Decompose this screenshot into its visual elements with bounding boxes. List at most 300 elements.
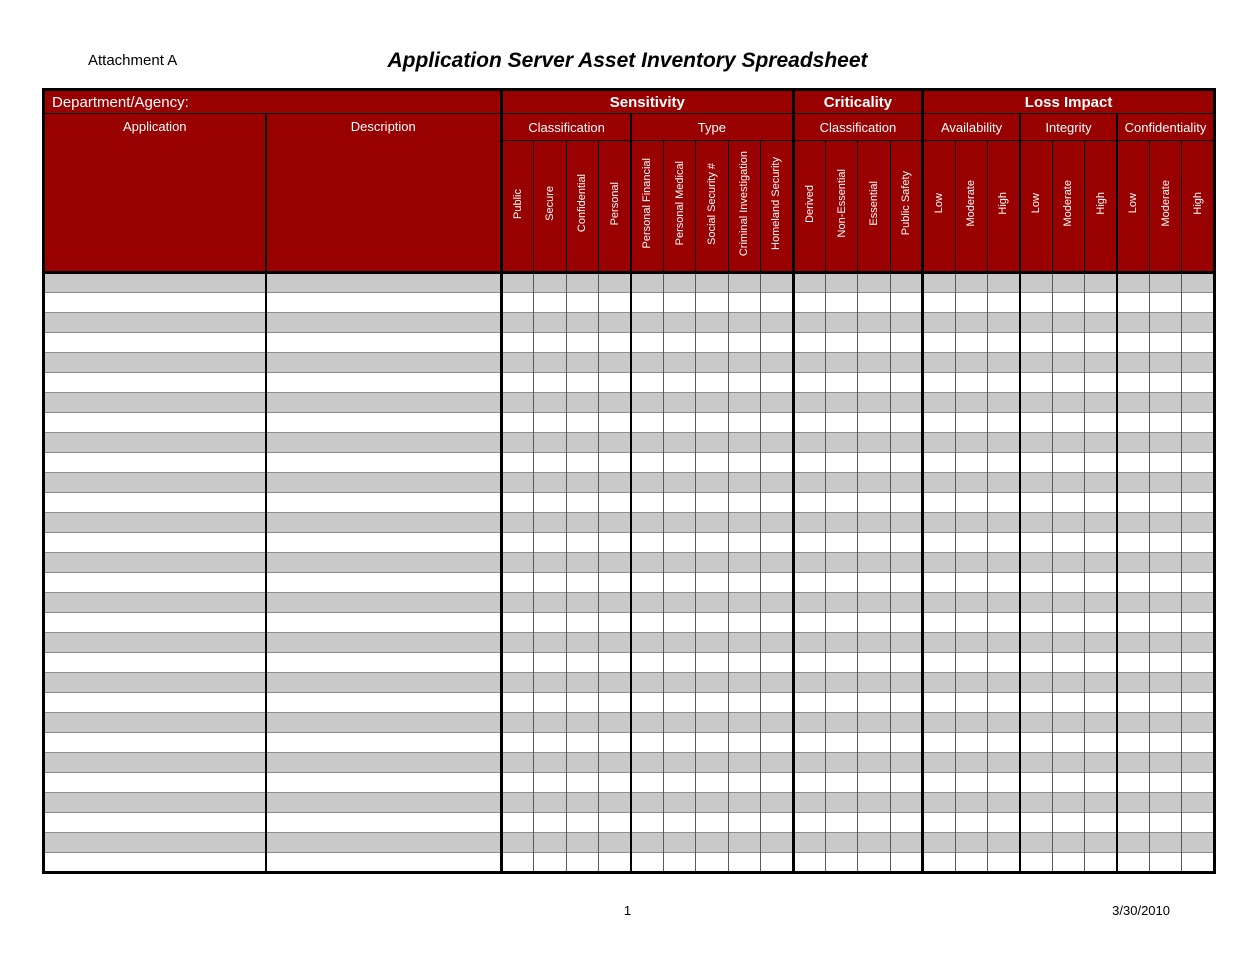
grid-cell-low — [923, 813, 955, 833]
grid-cell-high — [988, 553, 1020, 573]
grid-cell-low — [923, 493, 955, 513]
grid-cell-low — [1020, 433, 1052, 453]
grid-cell-public-safety — [890, 653, 922, 673]
grid-cell-personal — [599, 273, 631, 293]
description-cell — [266, 493, 502, 513]
grid-cell-high — [1182, 673, 1215, 693]
grid-cell-moderate — [1052, 673, 1084, 693]
rotated-column-label: Essential — [868, 181, 881, 226]
grid-cell-moderate — [1052, 853, 1084, 873]
grid-cell-homeland-security — [761, 713, 794, 733]
grid-cell-high — [1182, 413, 1215, 433]
grid-cell-public — [502, 773, 534, 793]
rotated-column-label: Criminal Investigation — [738, 150, 751, 257]
column-header-application: Application — [44, 114, 266, 273]
grid-cell-personal-medical — [663, 473, 695, 493]
rotated-header-cell-public-safety — [890, 141, 922, 273]
grid-cell-moderate — [1052, 453, 1084, 473]
grid-cell-personal-medical — [663, 313, 695, 333]
grid-cell-secure — [534, 473, 566, 493]
grid-cell-derived — [793, 693, 825, 713]
grid-cell-confidential — [566, 273, 598, 293]
grid-cell-high — [988, 493, 1020, 513]
grid-cell-social-security — [696, 733, 728, 753]
grid-cell-personal — [599, 533, 631, 553]
grid-cell-high — [1085, 853, 1117, 873]
grid-cell-high — [1182, 273, 1215, 293]
grid-cell-essential — [858, 533, 890, 553]
grid-cell-moderate — [1149, 613, 1181, 633]
grid-cell-derived — [793, 633, 825, 653]
grid-cell-moderate — [1052, 273, 1084, 293]
grid-cell-non-essential — [826, 833, 858, 853]
grid-cell-public — [502, 733, 534, 753]
grid-cell-personal-medical — [663, 833, 695, 853]
grid-cell-confidential — [566, 433, 598, 453]
grid-cell-secure — [534, 413, 566, 433]
rotated-column-label: Personal Financial — [641, 158, 654, 249]
grid-cell-criminal-investigation — [728, 753, 760, 773]
grid-cell-moderate — [955, 353, 987, 373]
rotated-header-cell-high — [1085, 141, 1117, 273]
grid-cell-high — [1085, 313, 1117, 333]
grid-cell-high — [988, 793, 1020, 813]
grid-cell-moderate — [955, 313, 987, 333]
grid-cell-non-essential — [826, 413, 858, 433]
grid-cell-high — [988, 733, 1020, 753]
grid-cell-low — [1117, 353, 1149, 373]
grid-cell-high — [1182, 493, 1215, 513]
grid-cell-moderate — [1149, 333, 1181, 353]
grid-cell-low — [923, 733, 955, 753]
grid-cell-public-safety — [890, 613, 922, 633]
grid-cell-homeland-security — [761, 573, 794, 593]
grid-cell-personal — [599, 713, 631, 733]
grid-cell-personal — [599, 493, 631, 513]
grid-cell-confidential — [566, 593, 598, 613]
grid-cell-high — [1085, 533, 1117, 553]
grid-cell-personal-medical — [663, 853, 695, 873]
rotated-header-cell-high — [1182, 141, 1215, 273]
subgroup-header-loss-impact-availability: Availability — [923, 114, 1020, 141]
grid-cell-essential — [858, 853, 890, 873]
grid-cell-high — [1182, 853, 1215, 873]
table-row — [44, 573, 1215, 593]
grid-cell-non-essential — [826, 533, 858, 553]
grid-cell-personal-financial — [631, 413, 663, 433]
grid-cell-personal-financial — [631, 713, 663, 733]
application-cell — [44, 293, 266, 313]
grid-cell-high — [1182, 793, 1215, 813]
grid-cell-low — [923, 393, 955, 413]
table-row — [44, 653, 1215, 673]
grid-cell-moderate — [1149, 273, 1181, 293]
grid-cell-low — [1020, 833, 1052, 853]
grid-cell-derived — [793, 413, 825, 433]
grid-cell-essential — [858, 673, 890, 693]
grid-cell-low — [1117, 813, 1149, 833]
grid-cell-low — [1020, 773, 1052, 793]
grid-cell-high — [1085, 273, 1117, 293]
grid-cell-personal-medical — [663, 493, 695, 513]
grid-cell-secure — [534, 693, 566, 713]
grid-cell-secure — [534, 513, 566, 533]
grid-cell-derived — [793, 453, 825, 473]
grid-cell-criminal-investigation — [728, 353, 760, 373]
application-cell — [44, 313, 266, 333]
grid-cell-essential — [858, 313, 890, 333]
grid-cell-personal-medical — [663, 593, 695, 613]
application-cell — [44, 413, 266, 433]
rotated-header-cell-moderate — [1052, 141, 1084, 273]
grid-cell-public-safety — [890, 433, 922, 453]
rotated-header-cell-moderate — [955, 141, 987, 273]
rotated-column-label: Low — [933, 193, 946, 214]
grid-cell-high — [1085, 473, 1117, 493]
grid-cell-high — [988, 613, 1020, 633]
grid-cell-high — [1085, 753, 1117, 773]
grid-cell-confidential — [566, 393, 598, 413]
grid-cell-high — [1182, 293, 1215, 313]
grid-cell-personal-medical — [663, 553, 695, 573]
rotated-column-label: Confidential — [576, 174, 589, 233]
grid-cell-moderate — [955, 833, 987, 853]
grid-cell-public — [502, 353, 534, 373]
grid-cell-low — [923, 693, 955, 713]
grid-cell-moderate — [1149, 493, 1181, 513]
rotated-header-cell-confidential — [566, 141, 598, 273]
description-cell — [266, 793, 502, 813]
grid-cell-public-safety — [890, 573, 922, 593]
grid-cell-criminal-investigation — [728, 573, 760, 593]
description-cell — [266, 673, 502, 693]
grid-cell-secure — [534, 313, 566, 333]
grid-cell-social-security — [696, 753, 728, 773]
grid-cell-social-security — [696, 533, 728, 553]
grid-cell-public — [502, 753, 534, 773]
grid-cell-criminal-investigation — [728, 533, 760, 553]
grid-cell-non-essential — [826, 753, 858, 773]
grid-cell-personal — [599, 373, 631, 393]
grid-cell-moderate — [1052, 353, 1084, 373]
grid-cell-high — [988, 513, 1020, 533]
grid-cell-low — [1020, 353, 1052, 373]
description-cell — [266, 393, 502, 413]
grid-cell-low — [1020, 633, 1052, 653]
grid-cell-non-essential — [826, 773, 858, 793]
grid-cell-homeland-security — [761, 513, 794, 533]
grid-cell-social-security — [696, 473, 728, 493]
grid-cell-moderate — [1149, 673, 1181, 693]
grid-cell-low — [1020, 473, 1052, 493]
grid-cell-moderate — [1052, 433, 1084, 453]
grid-cell-moderate — [955, 753, 987, 773]
grid-cell-personal — [599, 613, 631, 633]
grid-cell-essential — [858, 433, 890, 453]
grid-cell-criminal-investigation — [728, 613, 760, 633]
grid-cell-personal-financial — [631, 733, 663, 753]
rotated-column-label: High — [997, 192, 1010, 215]
grid-cell-non-essential — [826, 713, 858, 733]
grid-cell-personal — [599, 453, 631, 473]
grid-cell-moderate — [955, 273, 987, 293]
grid-cell-public — [502, 413, 534, 433]
description-cell — [266, 433, 502, 453]
grid-cell-personal-medical — [663, 353, 695, 373]
application-cell — [44, 853, 266, 873]
grid-cell-confidential — [566, 653, 598, 673]
table-row — [44, 413, 1215, 433]
grid-cell-personal-financial — [631, 853, 663, 873]
grid-cell-essential — [858, 353, 890, 373]
grid-cell-non-essential — [826, 853, 858, 873]
grid-cell-homeland-security — [761, 313, 794, 333]
grid-cell-public-safety — [890, 293, 922, 313]
grid-cell-low — [923, 453, 955, 473]
rotated-column-label: High — [1191, 192, 1204, 215]
grid-cell-derived — [793, 733, 825, 753]
grid-cell-public-safety — [890, 593, 922, 613]
grid-cell-derived — [793, 593, 825, 613]
grid-cell-personal-medical — [663, 433, 695, 453]
grid-cell-essential — [858, 713, 890, 733]
application-cell — [44, 573, 266, 593]
grid-cell-derived — [793, 833, 825, 853]
grid-cell-confidential — [566, 673, 598, 693]
table-row — [44, 513, 1215, 533]
grid-cell-essential — [858, 733, 890, 753]
table-row — [44, 493, 1215, 513]
grid-cell-social-security — [696, 573, 728, 593]
grid-cell-criminal-investigation — [728, 553, 760, 573]
grid-cell-homeland-security — [761, 673, 794, 693]
grid-cell-low — [1020, 553, 1052, 573]
grid-cell-personal — [599, 293, 631, 313]
grid-cell-non-essential — [826, 813, 858, 833]
grid-cell-criminal-investigation — [728, 773, 760, 793]
grid-cell-public-safety — [890, 713, 922, 733]
grid-cell-moderate — [1149, 793, 1181, 813]
grid-cell-secure — [534, 733, 566, 753]
grid-cell-derived — [793, 293, 825, 313]
table-row — [44, 633, 1215, 653]
grid-cell-moderate — [1052, 593, 1084, 613]
rotated-column-label: Personal — [608, 181, 621, 226]
grid-cell-essential — [858, 693, 890, 713]
grid-cell-high — [1182, 313, 1215, 333]
table-row — [44, 693, 1215, 713]
description-cell — [266, 613, 502, 633]
grid-cell-moderate — [1149, 733, 1181, 753]
grid-cell-confidential — [566, 733, 598, 753]
grid-cell-high — [1182, 333, 1215, 353]
grid-cell-non-essential — [826, 473, 858, 493]
description-cell — [266, 813, 502, 833]
grid-cell-criminal-investigation — [728, 493, 760, 513]
grid-cell-personal-financial — [631, 373, 663, 393]
grid-cell-high — [1085, 293, 1117, 313]
rotated-header-cell-personal — [599, 141, 631, 273]
grid-cell-derived — [793, 713, 825, 733]
description-cell — [266, 573, 502, 593]
application-cell — [44, 593, 266, 613]
subgroup-header-loss-impact-confidentiality: Confidentiality — [1117, 114, 1214, 141]
grid-cell-non-essential — [826, 493, 858, 513]
grid-cell-confidential — [566, 833, 598, 853]
grid-cell-essential — [858, 813, 890, 833]
rotated-column-label: Moderate — [1062, 180, 1075, 227]
page-title: Application Server Asset Inventory Spreadsheet — [387, 49, 868, 72]
grid-cell-homeland-security — [761, 453, 794, 473]
grid-cell-criminal-investigation — [728, 593, 760, 613]
grid-cell-personal — [599, 553, 631, 573]
grid-cell-high — [1085, 393, 1117, 413]
grid-cell-personal-medical — [663, 333, 695, 353]
grid-cell-high — [1085, 593, 1117, 613]
application-cell — [44, 433, 266, 453]
grid-cell-personal-financial — [631, 293, 663, 313]
grid-cell-personal-medical — [663, 773, 695, 793]
subgroup-header-sensitivity-classification: Classification — [502, 114, 632, 141]
grid-cell-moderate — [955, 593, 987, 613]
grid-cell-high — [1182, 553, 1215, 573]
grid-cell-moderate — [1149, 633, 1181, 653]
grid-cell-personal — [599, 413, 631, 433]
grid-cell-personal-financial — [631, 613, 663, 633]
grid-cell-moderate — [1052, 713, 1084, 733]
grid-cell-moderate — [1052, 513, 1084, 533]
grid-cell-moderate — [1052, 333, 1084, 353]
grid-cell-personal-medical — [663, 813, 695, 833]
grid-cell-personal-financial — [631, 753, 663, 773]
grid-cell-high — [1085, 413, 1117, 433]
grid-cell-high — [988, 473, 1020, 493]
grid-cell-low — [1020, 853, 1052, 873]
grid-cell-confidential — [566, 473, 598, 493]
grid-cell-personal-financial — [631, 593, 663, 613]
grid-cell-public-safety — [890, 853, 922, 873]
grid-cell-low — [923, 553, 955, 573]
grid-cell-personal-financial — [631, 453, 663, 473]
grid-cell-low — [1020, 593, 1052, 613]
grid-cell-low — [923, 613, 955, 633]
grid-cell-criminal-investigation — [728, 633, 760, 653]
grid-cell-moderate — [955, 293, 987, 313]
grid-cell-moderate — [955, 773, 987, 793]
rotated-header-cell-personal-financial — [631, 141, 663, 273]
grid-cell-confidential — [566, 553, 598, 573]
grid-cell-non-essential — [826, 273, 858, 293]
grid-cell-non-essential — [826, 353, 858, 373]
grid-cell-public — [502, 433, 534, 453]
grid-cell-criminal-investigation — [728, 813, 760, 833]
description-cell — [266, 413, 502, 433]
grid-cell-secure — [534, 453, 566, 473]
grid-cell-moderate — [1052, 293, 1084, 313]
grid-cell-derived — [793, 673, 825, 693]
grid-cell-low — [1117, 833, 1149, 853]
grid-cell-public — [502, 473, 534, 493]
grid-cell-low — [1020, 793, 1052, 813]
grid-cell-moderate — [955, 793, 987, 813]
application-cell — [44, 673, 266, 693]
grid-cell-derived — [793, 853, 825, 873]
grid-cell-moderate — [955, 573, 987, 593]
grid-cell-confidential — [566, 753, 598, 773]
grid-cell-social-security — [696, 773, 728, 793]
grid-cell-non-essential — [826, 633, 858, 653]
grid-cell-personal-medical — [663, 513, 695, 533]
grid-cell-high — [988, 773, 1020, 793]
grid-cell-moderate — [1052, 613, 1084, 633]
grid-cell-personal-financial — [631, 333, 663, 353]
rotated-header-cell-non-essential — [826, 141, 858, 273]
grid-cell-personal-financial — [631, 533, 663, 553]
table-row — [44, 433, 1215, 453]
grid-cell-high — [988, 353, 1020, 373]
grid-cell-homeland-security — [761, 373, 794, 393]
application-cell — [44, 533, 266, 553]
grid-cell-homeland-security — [761, 413, 794, 433]
table-row — [44, 813, 1215, 833]
grid-cell-personal — [599, 773, 631, 793]
grid-cell-personal-financial — [631, 553, 663, 573]
group-header-loss-impact: Loss Impact — [923, 90, 1215, 114]
grid-cell-moderate — [1149, 413, 1181, 433]
grid-cell-low — [1117, 593, 1149, 613]
grid-cell-homeland-security — [761, 533, 794, 553]
grid-cell-social-security — [696, 693, 728, 713]
grid-cell-personal-medical — [663, 653, 695, 673]
grid-cell-public-safety — [890, 633, 922, 653]
grid-cell-low — [1020, 273, 1052, 293]
grid-cell-high — [1085, 333, 1117, 353]
grid-cell-personal-financial — [631, 633, 663, 653]
grid-cell-low — [1020, 453, 1052, 473]
grid-cell-personal-medical — [663, 393, 695, 413]
department-agency-label: Department/Agency: — [44, 90, 502, 114]
grid-cell-low — [1020, 613, 1052, 633]
grid-cell-high — [1085, 453, 1117, 473]
table-row — [44, 333, 1215, 353]
grid-cell-low — [923, 773, 955, 793]
grid-cell-secure — [534, 293, 566, 313]
grid-cell-personal-financial — [631, 813, 663, 833]
grid-cell-high — [1085, 613, 1117, 633]
rotated-header-cell-high — [988, 141, 1020, 273]
grid-cell-secure — [534, 753, 566, 773]
grid-cell-high — [1085, 733, 1117, 753]
description-cell — [266, 833, 502, 853]
grid-cell-essential — [858, 653, 890, 673]
grid-cell-high — [988, 633, 1020, 653]
grid-cell-secure — [534, 833, 566, 853]
grid-cell-moderate — [1052, 733, 1084, 753]
rotated-header-cell-low — [1020, 141, 1052, 273]
grid-cell-confidential — [566, 453, 598, 473]
table-row — [44, 293, 1215, 313]
grid-cell-low — [1117, 473, 1149, 493]
grid-cell-criminal-investigation — [728, 833, 760, 853]
table-row — [44, 373, 1215, 393]
grid-cell-public-safety — [890, 813, 922, 833]
grid-cell-secure — [534, 573, 566, 593]
grid-cell-low — [1117, 433, 1149, 453]
grid-cell-moderate — [955, 533, 987, 553]
grid-cell-secure — [534, 353, 566, 373]
grid-cell-moderate — [1149, 653, 1181, 673]
grid-cell-moderate — [955, 493, 987, 513]
